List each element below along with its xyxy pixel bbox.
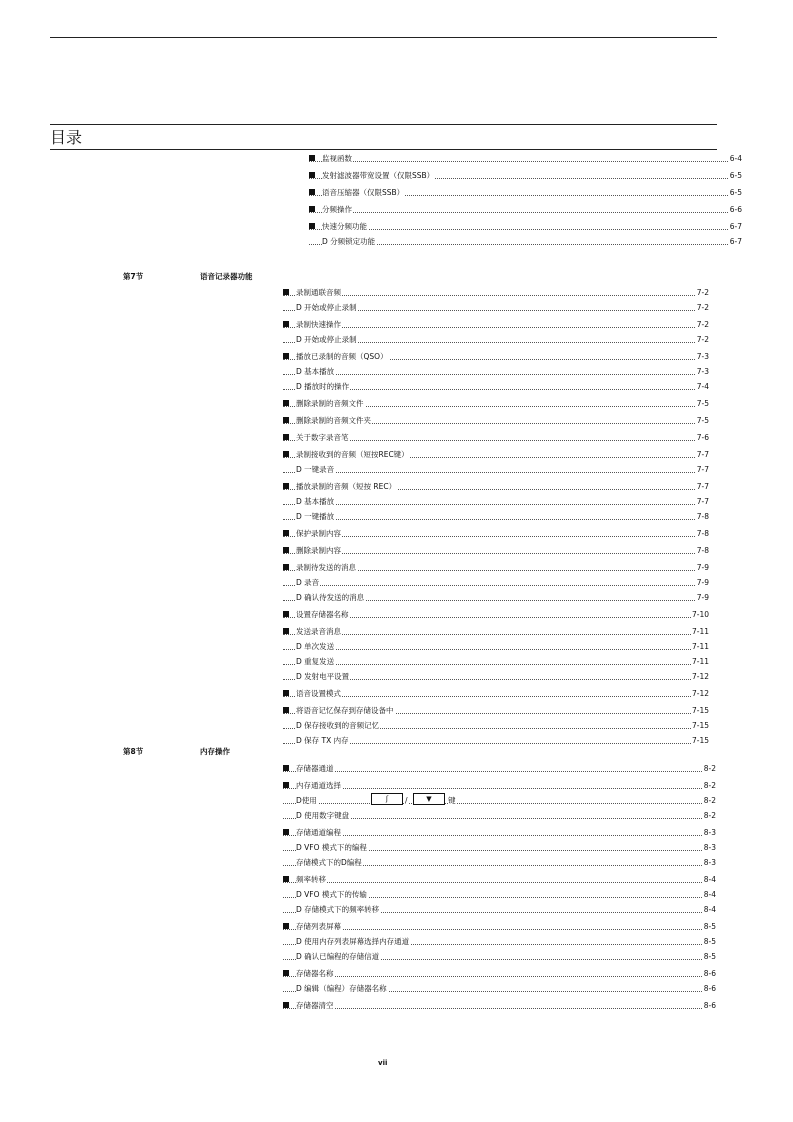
toc-entry-page: 8-2 xyxy=(703,761,716,776)
dot-leader xyxy=(283,696,709,697)
toc-entry[interactable] xyxy=(283,349,709,364)
toc-entry[interactable] xyxy=(283,590,709,605)
dot-leader xyxy=(283,788,716,789)
toc-entry[interactable] xyxy=(283,607,709,622)
dot-leader xyxy=(283,649,709,650)
toc-entry[interactable] xyxy=(283,778,716,793)
toc-entry-page: 6-4 xyxy=(729,151,742,166)
toc-entry[interactable] xyxy=(283,526,709,541)
dot-leader xyxy=(309,229,742,230)
toc-entry[interactable] xyxy=(283,825,716,840)
dot-leader xyxy=(283,634,709,635)
dot-leader xyxy=(309,161,742,162)
toc-entry-label: D 开始或停止录制 xyxy=(296,332,358,347)
toc-entry-page: 8-6 xyxy=(703,981,716,996)
key-suffix: 键 xyxy=(448,793,456,808)
toc-entry-page: 8-3 xyxy=(703,855,716,870)
toc-entry[interactable] xyxy=(283,300,709,315)
header-rule xyxy=(50,37,717,38)
section-7-title: 语音记录器功能 xyxy=(200,272,253,281)
toc-entry[interactable] xyxy=(283,624,709,639)
down-key-icon: ▼ xyxy=(413,793,445,805)
toc-entry-label: D 一键录音 xyxy=(296,462,335,477)
toc-entry[interactable] xyxy=(283,703,709,718)
toc-entry-page: 7-6 xyxy=(696,430,709,445)
up-key-icon: ʃ xyxy=(371,793,403,805)
dot-leader xyxy=(283,504,709,505)
toc-entry[interactable] xyxy=(283,317,709,332)
toc-entry-label: D 保存 TX 内存 xyxy=(296,733,350,748)
toc-entry-page: 7-2 xyxy=(696,285,709,300)
toc-entry[interactable] xyxy=(283,733,709,748)
toc-entry-page: 8-2 xyxy=(703,778,716,793)
toc-entry-label: D 开始或停止录制 xyxy=(296,300,358,315)
toc-entry-label: D VFO 模式下的编程 xyxy=(296,840,368,855)
toc-entry[interactable] xyxy=(283,981,716,996)
toc-entry-label: 关于数字录音笔 xyxy=(296,430,350,445)
section-8-title: 内存操作 xyxy=(200,747,230,756)
dot-leader xyxy=(283,295,709,296)
toc-entry[interactable] xyxy=(283,934,716,949)
toc-section-7-group xyxy=(283,285,709,748)
toc-entry-page: 7-7 xyxy=(696,447,709,462)
toc-entry-page: 7-7 xyxy=(696,462,709,477)
toc-entry[interactable] xyxy=(283,413,709,428)
toc-entry-label: 存储通道编程 xyxy=(296,825,342,840)
toc-entry-label: D 编辑（编程）存储器名称 xyxy=(296,981,388,996)
toc-entry-page: 7-11 xyxy=(691,654,709,669)
toc-entry-label: D 保存接收到的音频记忆 xyxy=(296,718,380,733)
toc-entry-page: 7-2 xyxy=(696,300,709,315)
section-8-number: 第8节 xyxy=(123,747,144,756)
toc-entry[interactable] xyxy=(283,887,716,902)
toc-entry-page: 8-5 xyxy=(703,919,716,934)
toc-entry-label: 存储器名称 xyxy=(296,966,335,981)
toc-entry[interactable] xyxy=(283,808,716,823)
toc-entry-page: 8-6 xyxy=(703,998,716,1013)
toc-entry-page: 7-12 xyxy=(691,669,709,684)
toc-entry-page: 8-4 xyxy=(703,872,716,887)
toc-entry-label: 删除录制内容 xyxy=(296,543,342,558)
toc-entry-label: D 基本播放 xyxy=(296,364,335,379)
toc-entry[interactable] xyxy=(283,872,716,887)
toc-entry-label: 频率转移 xyxy=(296,872,327,887)
toc-entry-page: 7-12 xyxy=(691,686,709,701)
toc-entry-label: D 使用内存列表屏幕选择内存通道 xyxy=(296,934,410,949)
toc-entry[interactable] xyxy=(309,185,742,200)
toc-entry-page: 7-3 xyxy=(696,349,709,364)
toc-entry-label: 播放已录制的音频（QSO） xyxy=(296,349,389,364)
toc-entry[interactable] xyxy=(283,855,716,870)
dot-leader xyxy=(283,664,709,665)
toc-entry-label: 录制接收到的音频（短按REC键） xyxy=(296,447,410,462)
toc-entry-page: 7-5 xyxy=(696,396,709,411)
toc-entry[interactable] xyxy=(283,332,709,347)
dot-leader xyxy=(283,536,709,537)
toc-entry-page: 7-4 xyxy=(696,379,709,394)
toc-entry[interactable] xyxy=(283,718,709,733)
dot-leader xyxy=(283,519,709,520)
toc-entry-page: 6-7 xyxy=(729,219,742,234)
toc-entry[interactable] xyxy=(283,998,716,1013)
toc-entry[interactable] xyxy=(283,575,709,590)
toc-entry-label: D 单次发送 xyxy=(296,639,335,654)
toc-entry-page: 7-10 xyxy=(691,607,709,622)
toc-entry-label: 监视函数 xyxy=(322,151,353,166)
key-separator: / xyxy=(405,793,408,808)
toc-entry-label: D 重复发送 xyxy=(296,654,335,669)
toc-entry-page: 7-9 xyxy=(696,590,709,605)
toc-entry[interactable] xyxy=(283,686,709,701)
toc-entry-label: 录制待发送的消息 xyxy=(296,560,357,575)
dot-leader xyxy=(283,472,709,473)
toc-entry[interactable] xyxy=(283,840,716,855)
toc-entry-page: 7-5 xyxy=(696,413,709,428)
toc-entry-label: D 确认已编程的存储信道 xyxy=(296,949,380,964)
toc-entry[interactable] xyxy=(309,234,742,249)
dot-leader xyxy=(283,585,709,586)
toc-entry-page: 7-7 xyxy=(696,494,709,509)
toc-entry-label: 删除录制的音频文件 xyxy=(296,396,365,411)
dot-leader xyxy=(283,553,709,554)
toc-entry-label: D VFO 模式下的传输 xyxy=(296,887,368,902)
toc-entry-label: D 一键播放 xyxy=(296,509,335,524)
dot-leader xyxy=(283,771,716,772)
toc-entry-label: 存储模式下的D编程 xyxy=(296,855,363,870)
dot-leader xyxy=(283,374,709,375)
toc-entry-page: 8-2 xyxy=(703,808,716,823)
toc-entry-label: 存储列表屏幕 xyxy=(296,919,342,934)
toc-entry-label: 存储器清空 xyxy=(296,998,335,1013)
toc-entry-label: 删除录制的音频文件夹 xyxy=(296,413,372,428)
toc-entry-label: 录制通联音频 xyxy=(296,285,342,300)
toc-entry-label: 快速分频功能 xyxy=(322,219,368,234)
dot-leader xyxy=(283,835,716,836)
toc-entry-label: 发送录音消息 xyxy=(296,624,342,639)
toc-entry-label: 语音压缩器（仅限SSB） xyxy=(322,185,405,200)
toc-entry[interactable] xyxy=(283,639,709,654)
toc-entry[interactable] xyxy=(283,285,709,300)
toc-entry-page: 8-6 xyxy=(703,966,716,981)
toc-entry[interactable] xyxy=(283,949,716,964)
toc-entry-label: 语音设置模式 xyxy=(296,686,342,701)
toc-entry[interactable] xyxy=(283,543,709,558)
toc-entry-label: D 确认待发送的消息 xyxy=(296,590,365,605)
toc-entry[interactable] xyxy=(309,151,742,166)
toc-entry[interactable] xyxy=(309,168,742,183)
toc-entry-label: 设置存储器名称 xyxy=(296,607,350,622)
toc-entry[interactable] xyxy=(309,219,742,234)
toc-entry[interactable] xyxy=(283,902,716,917)
toc-entry-page: 7-8 xyxy=(696,543,709,558)
toc-entry-label: 内存通道选择 xyxy=(296,778,342,793)
toc-entry-page: 7-15 xyxy=(691,718,709,733)
toc-entry-page: 7-3 xyxy=(696,364,709,379)
toc-entry-label: 存储器通道 xyxy=(296,761,335,776)
toc-entry[interactable] xyxy=(309,202,742,217)
toc-entry[interactable] xyxy=(283,793,716,808)
toc-entry-page: 8-5 xyxy=(703,949,716,964)
toc-intro-group xyxy=(309,151,742,249)
toc-entry-label: D 使用数字键盘 xyxy=(296,808,350,823)
toc-entry[interactable] xyxy=(283,462,709,477)
toc-entry-page: 7-8 xyxy=(696,526,709,541)
title-rule-top xyxy=(50,124,717,125)
toc-entry[interactable] xyxy=(283,919,716,934)
toc-entry-page: 8-3 xyxy=(703,840,716,855)
title-rule-bottom xyxy=(50,149,717,150)
toc-entry-page: 6-5 xyxy=(729,168,742,183)
toc-entry[interactable] xyxy=(283,966,716,981)
toc-entry-page: 7-8 xyxy=(696,509,709,524)
toc-entry[interactable] xyxy=(283,396,709,411)
toc-entry-page: 6-7 xyxy=(729,234,742,249)
dot-leader xyxy=(283,976,716,977)
toc-entry-label: 播放录制的音频（短按 REC） xyxy=(296,479,397,494)
toc-entry-label: 分频操作 xyxy=(322,202,353,217)
toc-entry-label: D使用 xyxy=(296,793,318,808)
toc-entry-page: 8-4 xyxy=(703,902,716,917)
toc-entry-page: 7-9 xyxy=(696,575,709,590)
toc-entry-label: 保护录制内容 xyxy=(296,526,342,541)
dot-leader xyxy=(283,803,716,804)
toc-entry-page: 7-15 xyxy=(691,733,709,748)
toc-entry[interactable] xyxy=(283,761,716,776)
toc-entry[interactable] xyxy=(283,509,709,524)
toc-entry-label: 发射滤波器带宽设置（仅限SSB） xyxy=(322,168,435,183)
toc-entry[interactable] xyxy=(283,430,709,445)
toc-entry-label: D 基本播放 xyxy=(296,494,335,509)
toc-entry-page: 8-3 xyxy=(703,825,716,840)
toc-entry-page: 6-6 xyxy=(729,202,742,217)
dot-leader xyxy=(283,882,716,883)
toc-entry[interactable] xyxy=(283,379,709,394)
toc-entry-page: 7-11 xyxy=(691,624,709,639)
toc-entry-page: 7-15 xyxy=(691,703,709,718)
toc-entry-page: 7-11 xyxy=(691,639,709,654)
toc-entry-page: 8-5 xyxy=(703,934,716,949)
toc-entry-label: 录制快速操作 xyxy=(296,317,342,332)
dot-leader xyxy=(309,212,742,213)
toc-entry-page: 7-9 xyxy=(696,560,709,575)
toc-entry-page: 7-2 xyxy=(696,317,709,332)
dot-leader xyxy=(283,327,709,328)
page-number: vii xyxy=(378,1059,388,1067)
toc-entry-label: 将语音记忆保存到存储设备中 xyxy=(296,703,395,718)
toc-entry-page: 7-2 xyxy=(696,332,709,347)
page-title: 目录 xyxy=(50,128,83,147)
section-7-number: 第7节 xyxy=(123,272,144,281)
toc-entry-label: D 录音 xyxy=(296,575,320,590)
toc-entry-page: 7-7 xyxy=(696,479,709,494)
dot-leader xyxy=(283,929,716,930)
dot-leader xyxy=(283,1008,716,1009)
toc-entry-label: D 播放时的操作 xyxy=(296,379,350,394)
toc-entry[interactable] xyxy=(283,560,709,575)
toc-entry-label: D 发射电平设置 xyxy=(296,669,350,684)
toc-entry-label: D 分频锁定功能 xyxy=(322,234,376,249)
toc-entry[interactable] xyxy=(283,364,709,379)
toc-entry-page: 8-4 xyxy=(703,887,716,902)
toc-entry[interactable] xyxy=(283,669,709,684)
toc-entry[interactable] xyxy=(283,654,709,669)
toc-entry-label: D 存储模式下的频率转移 xyxy=(296,902,380,917)
toc-entry[interactable] xyxy=(283,494,709,509)
toc-section-8-group xyxy=(283,761,716,1013)
toc-entry[interactable] xyxy=(283,479,709,494)
toc-entry[interactable] xyxy=(283,447,709,462)
toc-entry-page: 6-5 xyxy=(729,185,742,200)
toc-entry-page: 8-2 xyxy=(703,793,716,808)
